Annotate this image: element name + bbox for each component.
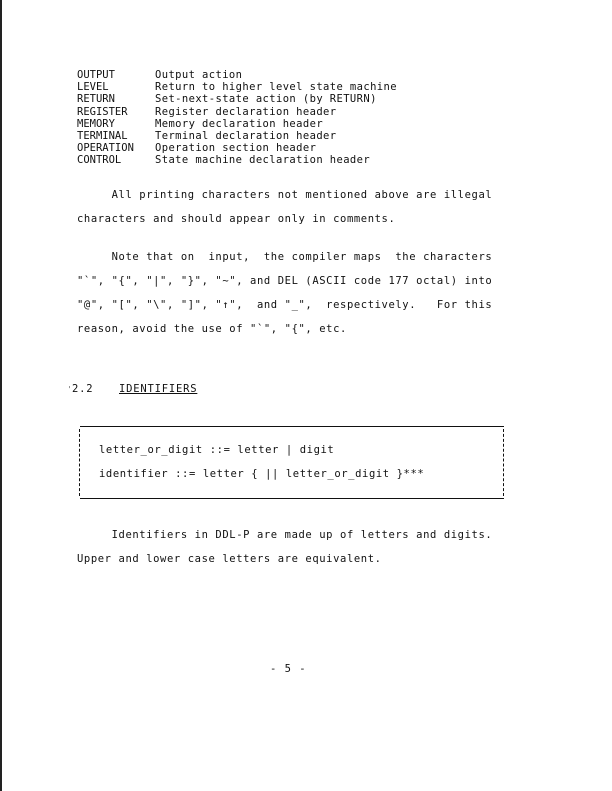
grammar-box [80,426,504,499]
page-number: - 5 - [270,663,307,675]
keyword-row [77,130,397,142]
grammar-rule-letter-or-digit: letter_or_digit ::= letter | digit [99,444,335,456]
keyword-row [77,69,397,81]
keyword-row [77,142,397,154]
keyword-description: Terminal declaration header [155,130,337,143]
keyword-description: Output action [155,69,243,81]
keyword-row [77,106,397,118]
keyword-row [77,118,397,130]
keyword-name: CONTROL [77,154,122,167]
keyword-description: State machine declaration header [155,154,371,167]
keyword-row [77,93,397,105]
keyword-description: Register declaration header [155,105,337,118]
keyword-description: Return to higher level state machine [155,81,397,94]
keyword-name: TERMINAL [77,130,128,143]
paragraph-line: reason, avoid the use of "`", "{", etc. [77,323,347,335]
paragraph-identifiers [77,529,509,577]
grammar-rule-identifier: identifier ::= letter { || letter_or_digit }*** [99,468,425,480]
keyword-name: OUTPUT [77,69,115,81]
section-title: IDENTIFIERS [119,383,198,395]
keyword-description: Set-next-state action (by RETURN) [155,93,377,106]
paragraph-line: All printing characters not mentioned above are illegal [77,189,493,201]
keyword-description: Operation section header [155,142,317,155]
paragraph-line: "`", "{", "|", "}", "~", and DEL (ASCII code 177 octal) into [77,275,493,287]
keyword-name: LEVEL [77,81,109,94]
scan-speck: ' [67,385,72,394]
paragraph-line: Upper and lower case letters are equivalent. [77,553,382,565]
keyword-name: REGISTER [77,105,128,118]
keyword-description: Memory declaration header [155,117,324,130]
grammar-box-right-edge [503,429,505,496]
paragraph-illegal-characters [77,189,509,237]
section-number: 2.2 [72,383,94,395]
keyword-name: MEMORY [77,117,115,130]
keyword-row [77,154,397,166]
paragraph-line: "@", "[", "\", "]", "↑", and "_", respectively. For this [77,299,493,311]
keyword-name: OPERATION [77,142,134,155]
paragraph-line: Note that on input, the compiler maps the characters [77,251,493,263]
keyword-row [77,81,397,93]
page-binding-edge [0,0,2,791]
keyword-name: RETURN [77,93,115,106]
grammar-box-left-edge [79,429,81,496]
paragraph-line: characters and should appear only in comments. [77,213,396,225]
keyword-table [77,69,397,167]
paragraph-character-mapping [77,251,509,335]
section-heading [72,383,197,395]
paragraph-line: Identifiers in DDL-P are made up of letters and digits. [77,529,493,541]
